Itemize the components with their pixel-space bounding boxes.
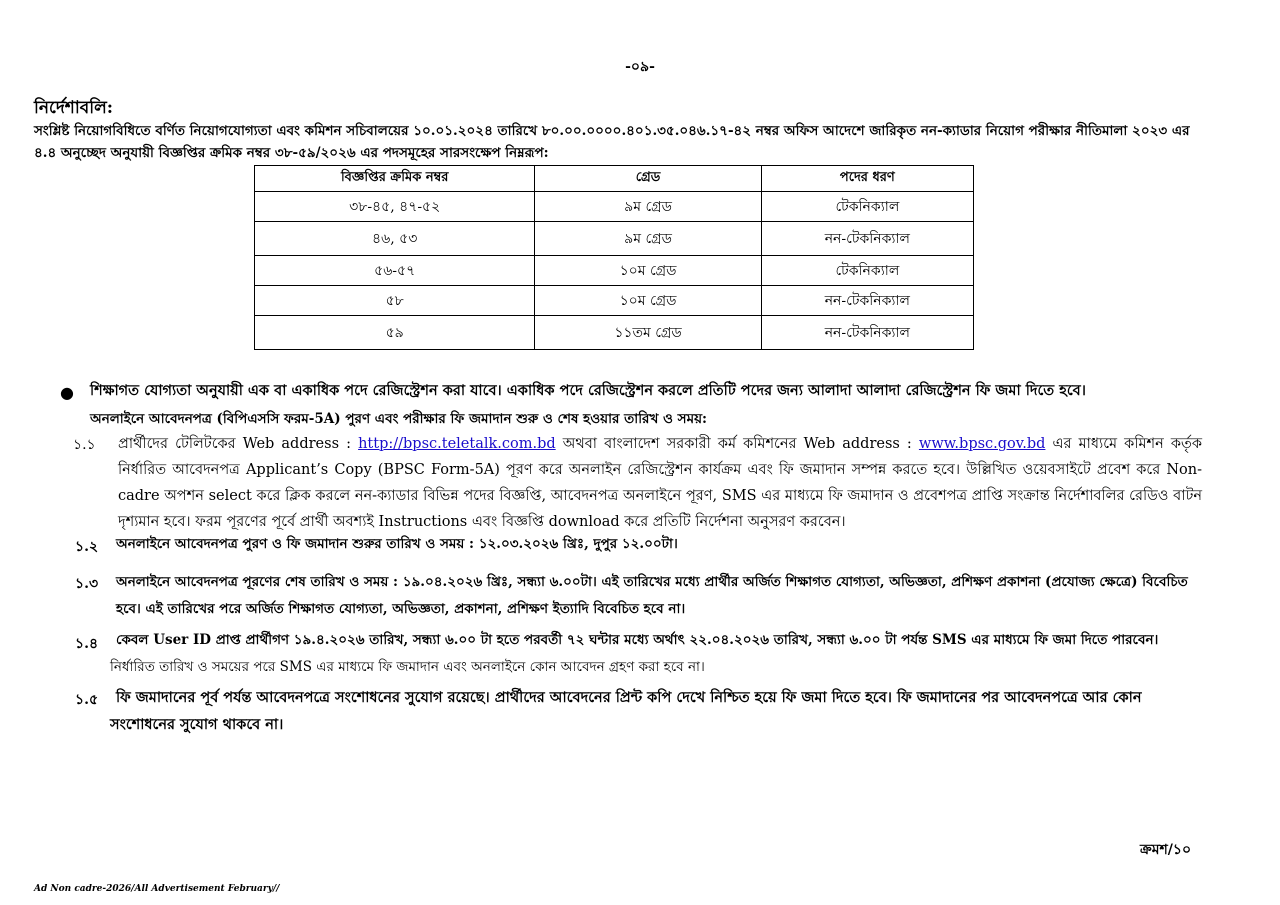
table-row	[255, 192, 974, 222]
item-number: ১.২	[75, 539, 99, 555]
item-text: নির্ধারিত তারিখ ও সময়ের পরে SMS এর মাধ্যমে ফি জমাদান এবং অনলাইনে কোন আবেদন গ্রহণ করা হবে না।	[110, 659, 705, 675]
item-1-4-text	[110, 627, 1205, 681]
table-cell: ৯ম গ্রেড	[535, 192, 761, 222]
table-header-row	[255, 166, 974, 192]
table-cell: টেকনিক্যাল	[761, 192, 973, 222]
item-1-5-text: ফি জমাদানের পূর্ব পর্যন্ত আবেদনপত্রে সংশোধনের সুযোগ রয়েছে। প্রার্থীদের আবেদনের প্রিন্ট কপি দেখে নিশ্চিত হয়ে ফি জমা দিতে হবে। ফি জমাদানের পর আবেদনপত্রে আর কোন সংশোধনের সুযোগ থাকবে না।	[110, 689, 1142, 733]
item-1-1-text	[118, 431, 1202, 535]
table-cell: ৩৮-৪৫, ৪৭-৫২	[255, 192, 535, 222]
table-cell: ৫৬-৫৭	[255, 256, 535, 286]
table-row	[255, 286, 974, 316]
item-1-3-text: অনলাইনে আবেদনপত্র পূরণের শেষ তারিখ ও সময় : ১৯.০৪.২০২৬ খ্রিঃ, সন্ধ্যা ৬.০০টা। এই তারিখের মধ্যে প্রার্থীর অর্জিত শিক্ষাগত যোগ্যতা, অভিজ্ঞতা, প্রশিক্ষণ প্রকাশনা (প্রযোজ্য ক্ষেত্রে) বিবেচিত হবে। এই তারিখের পরে অর্জিত শিক্ষাগত যোগ্যতা, অভিজ্ঞতা, প্রকাশনা, প্রশিক্ষণ ইত্যাদি বিবেচিত হবে না।	[116, 574, 1188, 617]
intro-paragraph: সংশ্লিষ্ট নিয়োগবিধিতে বর্ণিত নিয়োগযোগ্যতা এবং কমিশন সচিবালয়ের ১০.০১.২০২৪ তারিখে ৮০.০০.০০০০.৪০১.৩৫.০৪৬.১৭-৪২ নম্বর অফিস আদেশে জারিকৃত নন-ক্যাডার নিয়োগ পরীক্ষার নীতিমালা ২০২৩ এর ৪.৪ অনুচ্ছেদ অনুযায়ী বিজ্ঞপ্তির ক্রমিক নম্বর ৩৮-৫৯/২০২৬ এর পদসমূহের সারসংক্ষেপ নিম্নরূপ:	[34, 123, 1190, 161]
bpsc-link[interactable]: www.bpsc.gov.bd	[918, 436, 1046, 452]
bullet-text: শিক্ষাগত যোগ্যতা অনুযায়ী এক বা একাধিক পদে রেজিস্ট্রেশন করা যাবে। একাধিক পদে রেজিস্ট্রেশন করলে প্রতিটি পদের জন্য আলাদা আলাদা রেজিস্ট্রেশন ফি জমা দিতে হবে।	[90, 382, 1086, 399]
table-cell: ১০ম গ্রেড	[535, 286, 761, 316]
bullet-icon: ●	[60, 383, 74, 402]
teletalk-link[interactable]: http://bpsc.teletalk.com.bd	[358, 436, 556, 452]
item-1-2-text: অনলাইনে আবেদনপত্র পুরণ ও ফি জমাদান শুরুর তারিখ ও সময় : ১২.০৩.২০২৬ খ্রিঃ, দুপুর ১২.০০টা।	[116, 536, 678, 552]
item-number: ১.১	[73, 437, 96, 453]
table-cell: ৫৮	[255, 286, 535, 316]
table-cell: ৫৯	[255, 316, 535, 350]
table-cell: টেকনিক্যাল	[761, 256, 973, 286]
table-row	[255, 316, 974, 350]
item-number: ১.৪	[75, 636, 99, 652]
table-cell: নন-টেকনিক্যাল	[761, 286, 973, 316]
item-text: এর মাধ্যমে কমিশন কর্তৃক নির্ধারিত আবেদনপত্র Applicant’s Copy (BPSC Form-5A) পূরণ করে অনলাইন রেজিস্ট্রেশন কার্যক্রম এবং ফি জমাদান সম্পন্ন করতে হবে। উল্লিখিত ওয়েবসাইটে প্রবেশ করে Non-cadre অপশন select করে ক্লিক করলে নন-ক্যাডার বিভিন্ন পদের বিজ্ঞপ্তি, আবেদনপত্র অনলাইনে পূরণ, SMS এর মাধ্যমে ফি জমাদান ও প্রবেশপত্র প্রাপ্তি সংক্রান্ত নির্দেশাবলির রেডিও বাটন দৃশ্যমান হবে। ফরম পূরণের পূর্বে প্রার্থী অবশ্যই Instructions এবং বিজ্ঞপ্তি download করে প্রতিটি নির্দেশনা অনুসরণ করবেন।	[118, 436, 1203, 530]
table-cell: নন-টেকনিক্যাল	[761, 222, 973, 256]
item-bold-text: কেবল User ID প্রাপ্ত প্রার্থীগণ ১৯.৪.২০২৬ তারিখ, সন্ধ্যা ৬.০০ টা হতে পরবর্তী ৭২ ঘন্টার মধ্যে অর্থাৎ ২২.০৪.২০২৬ তারিখ, সন্ধ্যা ৬.০০ টা পর্যন্ত SMS এর মাধ্যমে ফি জমা দিতে পারবেন।	[116, 632, 1159, 648]
table-row	[255, 222, 974, 256]
item-text: অথবা বাংলাদেশ সরকারী কর্ম কমিশনের Web address :	[555, 436, 919, 452]
table-cell: ৯ম গ্রেড	[535, 222, 761, 256]
footer-note: Ad Non cadre-2026/All Advertisement February//	[34, 884, 280, 894]
table-cell: ১১তম গ্রেড	[535, 316, 761, 350]
online-application-subheading: অনলাইনে আবেদনপত্র (বিপিএসসি ফরম-5A) পুরণ এবং পরীক্ষার ফি জমাদান শুরু ও শেষ হওয়ার তারিখ ও সময়:	[90, 411, 708, 427]
instructions-heading: নির্দেশাবলি:	[34, 98, 114, 118]
page-number: -০৯-	[625, 59, 655, 75]
table-row	[255, 256, 974, 286]
post-summary-table	[254, 165, 974, 350]
item-number: ১.৫	[75, 692, 99, 708]
table-header-cell: গ্রেড	[535, 166, 761, 192]
table-header-cell: পদের ধরণ	[761, 166, 973, 192]
item-number: ১.৩	[75, 576, 99, 592]
table-header-cell: বিজ্ঞপ্তির ক্রমিক নম্বর	[255, 166, 535, 192]
item-text: প্রার্থীদের টেলিটকের Web address :	[118, 436, 359, 452]
table-cell: নন-টেকনিক্যাল	[761, 316, 973, 350]
continued-marker: ক্রমশ/১০	[1140, 842, 1192, 858]
table-cell: ১০ম গ্রেড	[535, 256, 761, 286]
table-cell: ৪৬, ৫৩	[255, 222, 535, 256]
